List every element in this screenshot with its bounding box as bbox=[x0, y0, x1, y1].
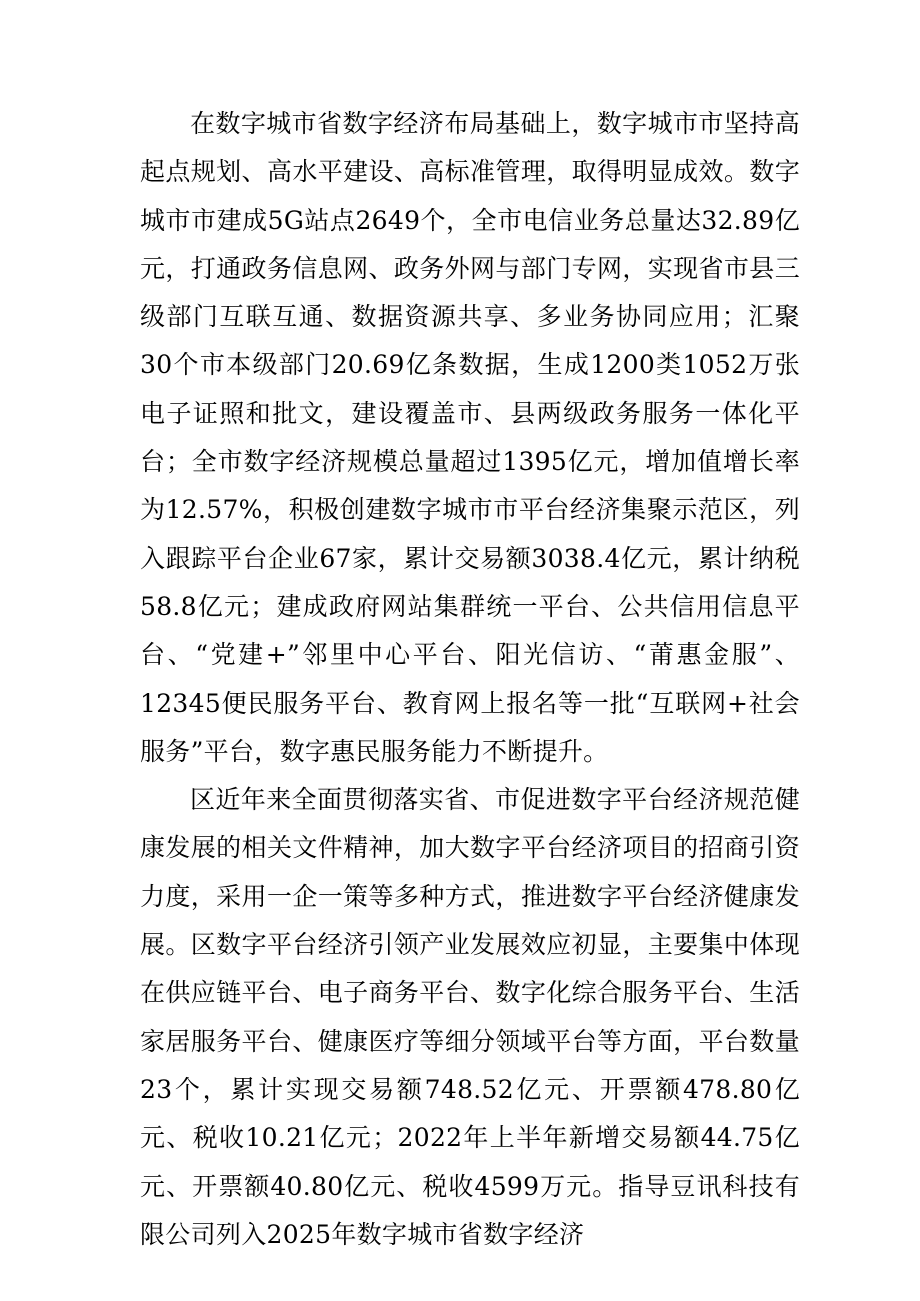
body-paragraph-1: 在数字城市省数字经济布局基础上，数字城市市坚持高起点规划、高水平建设、高标准管理，取得明显成效。数字城市市建成5G站点2649个，全市电信业务总量达32.89亿元，打通政务信息网、政务外网与部门专网，实现省市县三级部门互联互通、数据资源共享、多业务协同应用；汇聚30个市本级部门20.69亿条数据，生成1200类1052万张电子证照和批文，建设覆盖市、县两级政务服务一体化平台；全市数字经济规模总量超过1395亿元，增加值增长率为12.57%，积极创建数字城市市平台经济集聚示范区，列入跟踪平台企业67家，累计交易额3038.4亿元，累计纳税58.8亿元；建成政府网站集群统一平台、公共信用信息平台、“党建+”邻里中心平台、阳光信访、“莆惠金服”、12345便民服务平台、教育网上报名等一批“互联网+社会服务”平台，数字惠民服务能力不断提升。 bbox=[140, 109, 800, 766]
document-page bbox=[140, 100, 800, 1259]
body-paragraph-2: 区近年来全面贯彻落实省、市促进数字平台经济规范健康发展的相关文件精神，加大数字平台经济项目的招商引资力度，采用一企一策等多种方式，推进数字平台经济健康发展。区数字平台经济引领产业发展效应初显，主要集中体现在供应链平台、电子商务平台、数字化综合服务平台、生活家居服务平台、健康医疗等细分领域平台等方面，平台数量23个，累计实现交易额748.52亿元、开票额478.80亿元、税收10.21亿元；2022年上半年新增交易额44.75亿元、开票额40.80亿元、税收4599万元。指导豆讯科技有限公司列入2025年数字城市省数字经济 bbox=[140, 785, 800, 1249]
